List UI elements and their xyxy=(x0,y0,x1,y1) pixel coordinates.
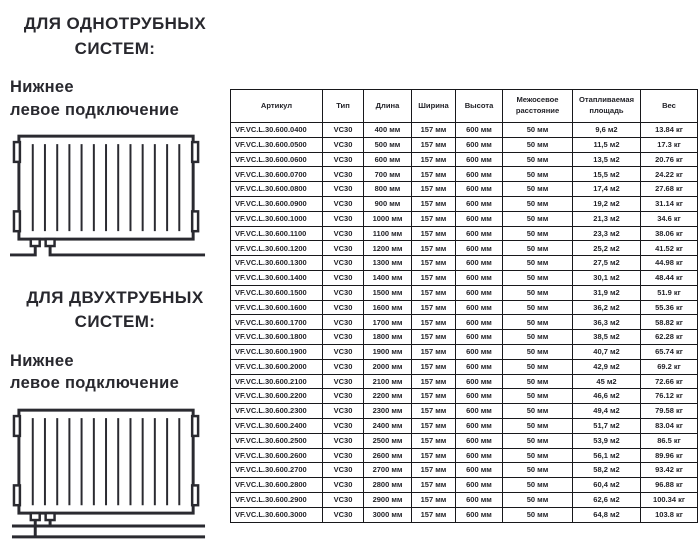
table-cell: 103.8 кг xyxy=(641,507,698,522)
table-row xyxy=(231,211,698,226)
radiator-single-pipe-svg xyxy=(10,134,208,266)
table-cell: 79.58 кг xyxy=(641,404,698,419)
table-cell: 20.76 кг xyxy=(641,152,698,167)
table-cell: 1700 мм xyxy=(364,315,412,330)
table-cell: VC30 xyxy=(323,211,364,226)
table-cell: 56,1 м2 xyxy=(573,448,641,463)
table-row xyxy=(231,167,698,182)
table-cell: 600 мм xyxy=(456,404,503,419)
table-cell: 50 мм xyxy=(503,344,573,359)
table-cell: 1800 мм xyxy=(364,330,412,345)
table-cell: 50 мм xyxy=(503,300,573,315)
table-cell: 50 мм xyxy=(503,226,573,241)
table-row xyxy=(231,315,698,330)
table-row xyxy=(231,404,698,419)
table-cell: VC30 xyxy=(323,226,364,241)
table-cell: VC30 xyxy=(323,167,364,182)
table-cell: VF.VC.L.30.600.2500 xyxy=(231,433,323,448)
table-cell: 50 мм xyxy=(503,315,573,330)
table-cell: VC30 xyxy=(323,137,364,152)
table-cell: 45 м2 xyxy=(573,374,641,389)
column-header-2: Длина xyxy=(364,90,412,123)
table-cell: 2600 мм xyxy=(364,448,412,463)
table-cell: 50 мм xyxy=(503,433,573,448)
radiator-two-pipe-svg xyxy=(10,408,208,542)
column-header-6: Отапливаемая площадь xyxy=(573,90,641,123)
table-row xyxy=(231,433,698,448)
table-row xyxy=(231,196,698,211)
table-cell: VF.VC.L.30.600.3000 xyxy=(231,507,323,522)
table-cell: 600 мм xyxy=(456,123,503,138)
table-cell: VF.VC.L.30.600.1600 xyxy=(231,300,323,315)
table-cell: 600 мм xyxy=(456,418,503,433)
table-cell: 50 мм xyxy=(503,256,573,271)
table-cell: 600 мм xyxy=(456,182,503,197)
table-cell: 1900 мм xyxy=(364,344,412,359)
table-cell: 2400 мм xyxy=(364,418,412,433)
table-cell: 72.66 кг xyxy=(641,374,698,389)
column-header-5: Межосевое расстояние xyxy=(503,90,573,123)
table-cell: 157 мм xyxy=(412,448,456,463)
table-cell: 157 мм xyxy=(412,211,456,226)
table-cell: 51.9 кг xyxy=(641,285,698,300)
table-cell: 2300 мм xyxy=(364,404,412,419)
table-cell: VF.VC.L.30.600.2100 xyxy=(231,374,323,389)
table-cell: VF.VC.L.30.600.0500 xyxy=(231,137,323,152)
subtitle-line: левое подключение xyxy=(10,100,180,119)
table-cell: 49,4 м2 xyxy=(573,404,641,419)
table-cell: 600 мм xyxy=(456,492,503,507)
table-cell: 1000 мм xyxy=(364,211,412,226)
table-cell: 600 мм xyxy=(456,478,503,493)
table-cell: 64,8 м2 xyxy=(573,507,641,522)
table-cell: 83.04 кг xyxy=(641,418,698,433)
table-cell: 600 мм xyxy=(456,196,503,211)
table-row xyxy=(231,152,698,167)
table-cell: 50 мм xyxy=(503,182,573,197)
column-header-7: Вес xyxy=(641,90,698,123)
table-row xyxy=(231,478,698,493)
title-line: ДЛЯ ОДНОТРУБНЫХ xyxy=(23,14,207,33)
table-cell: 900 мм xyxy=(364,196,412,211)
table-row xyxy=(231,300,698,315)
table-cell: 2900 мм xyxy=(364,492,412,507)
table-cell: 17,4 м2 xyxy=(573,182,641,197)
table-cell: 400 мм xyxy=(364,123,412,138)
table-cell: VF.VC.L.30.600.1800 xyxy=(231,330,323,345)
table-cell: 2000 мм xyxy=(364,359,412,374)
table-cell: VC30 xyxy=(323,256,364,271)
table-cell: 600 мм xyxy=(456,359,503,374)
table-row xyxy=(231,389,698,404)
radiator-diagram-single-pipe xyxy=(10,134,220,266)
table-cell: 50 мм xyxy=(503,507,573,522)
table-cell: 50 мм xyxy=(503,241,573,256)
table-cell: VF.VC.L.30.600.1900 xyxy=(231,344,323,359)
title-line: ДЛЯ ДВУХТРУБНЫХ xyxy=(26,287,204,307)
table-cell: 50 мм xyxy=(503,448,573,463)
table-cell: VC30 xyxy=(323,389,364,404)
table-cell: 86.5 кг xyxy=(641,433,698,448)
table-cell: 157 мм xyxy=(412,123,456,138)
table-cell: VC30 xyxy=(323,241,364,256)
table-row xyxy=(231,418,698,433)
table-cell: VC30 xyxy=(323,300,364,315)
table-cell: VC30 xyxy=(323,374,364,389)
table-cell: 157 мм xyxy=(412,433,456,448)
table-cell: 157 мм xyxy=(412,389,456,404)
table-cell: 2500 мм xyxy=(364,433,412,448)
table-cell: 17.3 кг xyxy=(641,137,698,152)
table-cell: 50 мм xyxy=(503,463,573,478)
section-title-two-pipe xyxy=(10,286,220,335)
table-cell: 9,6 м2 xyxy=(573,123,641,138)
table-cell: VF.VC.L.30.600.0800 xyxy=(231,182,323,197)
table-cell: 600 мм xyxy=(456,152,503,167)
table-cell: 31.14 кг xyxy=(641,196,698,211)
table-row xyxy=(231,123,698,138)
table-cell: 96.88 кг xyxy=(641,478,698,493)
table-row xyxy=(231,226,698,241)
table-cell: 600 мм xyxy=(456,167,503,182)
table-cell: VC30 xyxy=(323,315,364,330)
table-cell: VF.VC.L.30.600.1700 xyxy=(231,315,323,330)
section-two-pipe xyxy=(10,266,220,542)
spec-table xyxy=(230,89,698,523)
table-cell: VC30 xyxy=(323,344,364,359)
table-cell: VC30 xyxy=(323,404,364,419)
table-cell: 500 мм xyxy=(364,137,412,152)
table-cell: 50 мм xyxy=(503,492,573,507)
table-cell: 600 мм xyxy=(456,374,503,389)
table-cell: 157 мм xyxy=(412,404,456,419)
table-cell: 50 мм xyxy=(503,123,573,138)
table-cell: 600 мм xyxy=(456,256,503,271)
table-cell: 157 мм xyxy=(412,418,456,433)
table-cell: VC30 xyxy=(323,182,364,197)
table-cell: 23,3 м2 xyxy=(573,226,641,241)
title-line: СИСТЕМ: xyxy=(74,38,156,58)
subtitle-line: Нижнее xyxy=(10,352,74,371)
table-cell: VF.VC.L.30.600.1200 xyxy=(231,241,323,256)
spec-table-container xyxy=(230,89,697,523)
table-cell: 76.12 кг xyxy=(641,389,698,404)
table-cell: 157 мм xyxy=(412,374,456,389)
table-cell: 157 мм xyxy=(412,492,456,507)
table-row xyxy=(231,463,698,478)
table-cell: VF.VC.L.30.600.1500 xyxy=(231,285,323,300)
table-cell: 60,4 м2 xyxy=(573,478,641,493)
table-cell: 42,9 м2 xyxy=(573,359,641,374)
connection-label-single-pipe xyxy=(10,76,220,121)
table-cell: 1500 мм xyxy=(364,285,412,300)
table-cell: 600 мм xyxy=(456,300,503,315)
column-header-1: Тип xyxy=(323,90,364,123)
table-row xyxy=(231,270,698,285)
table-cell: 600 мм xyxy=(456,211,503,226)
table-cell: VF.VC.L.30.600.0600 xyxy=(231,152,323,167)
table-cell: VC30 xyxy=(323,433,364,448)
table-cell: 24.22 кг xyxy=(641,167,698,182)
table-cell: 157 мм xyxy=(412,196,456,211)
table-cell: 13.84 кг xyxy=(641,123,698,138)
table-cell: 157 мм xyxy=(412,330,456,345)
table-row xyxy=(231,507,698,522)
table-row xyxy=(231,182,698,197)
table-row xyxy=(231,285,698,300)
table-row xyxy=(231,344,698,359)
table-cell: 50 мм xyxy=(503,211,573,226)
table-cell: 700 мм xyxy=(364,167,412,182)
table-cell: VF.VC.L.30.600.2800 xyxy=(231,478,323,493)
table-cell: 50 мм xyxy=(503,404,573,419)
table-cell: 50 мм xyxy=(503,359,573,374)
table-row xyxy=(231,330,698,345)
table-cell: 13,5 м2 xyxy=(573,152,641,167)
table-cell: 157 мм xyxy=(412,226,456,241)
column-header-3: Ширина xyxy=(412,90,456,123)
table-cell: 15,5 м2 xyxy=(573,167,641,182)
table-cell: 34.6 кг xyxy=(641,211,698,226)
table-cell: 1600 мм xyxy=(364,300,412,315)
section-title-single-pipe xyxy=(10,12,220,61)
table-cell: VF.VC.L.30.600.1400 xyxy=(231,270,323,285)
table-cell: 2700 мм xyxy=(364,463,412,478)
table-cell: VF.VC.L.30.600.0400 xyxy=(231,123,323,138)
table-cell: 100.34 кг xyxy=(641,492,698,507)
table-cell: 600 мм xyxy=(456,270,503,285)
table-row xyxy=(231,359,698,374)
table-cell: VC30 xyxy=(323,196,364,211)
table-cell: 50 мм xyxy=(503,196,573,211)
table-cell: VC30 xyxy=(323,359,364,374)
table-cell: VF.VC.L.30.600.2600 xyxy=(231,448,323,463)
table-cell: 1400 мм xyxy=(364,270,412,285)
table-cell: VF.VC.L.30.600.2900 xyxy=(231,492,323,507)
table-cell: 41.52 кг xyxy=(641,241,698,256)
left-column xyxy=(10,0,220,542)
table-cell: 58.82 кг xyxy=(641,315,698,330)
table-cell: 157 мм xyxy=(412,182,456,197)
table-cell: VF.VC.L.30.600.2300 xyxy=(231,404,323,419)
table-cell: 600 мм xyxy=(456,507,503,522)
table-cell: 600 мм xyxy=(456,330,503,345)
table-header-row xyxy=(231,90,698,123)
table-cell: 36,3 м2 xyxy=(573,315,641,330)
table-cell: VC30 xyxy=(323,418,364,433)
table-cell: 62,6 м2 xyxy=(573,492,641,507)
table-cell: 2100 мм xyxy=(364,374,412,389)
table-cell: 58,2 м2 xyxy=(573,463,641,478)
table-cell: 27,5 м2 xyxy=(573,256,641,271)
table-cell: 600 мм xyxy=(364,152,412,167)
table-cell: VF.VC.L.30.600.0700 xyxy=(231,167,323,182)
table-row xyxy=(231,448,698,463)
table-cell: 800 мм xyxy=(364,182,412,197)
table-cell: VC30 xyxy=(323,492,364,507)
table-cell: 600 мм xyxy=(456,433,503,448)
table-cell: 50 мм xyxy=(503,137,573,152)
table-cell: 53,9 м2 xyxy=(573,433,641,448)
table-cell: 51,7 м2 xyxy=(573,418,641,433)
radiator-diagram-two-pipe xyxy=(10,408,220,542)
table-cell: VF.VC.L.30.600.1100 xyxy=(231,226,323,241)
table-cell: 36,2 м2 xyxy=(573,300,641,315)
table-cell: VF.VC.L.30.600.2200 xyxy=(231,389,323,404)
table-cell: 157 мм xyxy=(412,359,456,374)
table-cell: 157 мм xyxy=(412,241,456,256)
table-cell: VF.VC.L.30.600.2400 xyxy=(231,418,323,433)
table-cell: VC30 xyxy=(323,123,364,138)
table-row xyxy=(231,256,698,271)
table-cell: 157 мм xyxy=(412,463,456,478)
table-cell: 1200 мм xyxy=(364,241,412,256)
table-cell: 30,1 м2 xyxy=(573,270,641,285)
table-cell: 157 мм xyxy=(412,285,456,300)
table-cell: VC30 xyxy=(323,507,364,522)
table-cell: 600 мм xyxy=(456,389,503,404)
table-cell: 25,2 м2 xyxy=(573,241,641,256)
table-cell: 600 мм xyxy=(456,448,503,463)
table-cell: 50 мм xyxy=(503,330,573,345)
table-cell: 48.44 кг xyxy=(641,270,698,285)
table-cell: VC30 xyxy=(323,285,364,300)
table-cell: 2800 мм xyxy=(364,478,412,493)
table-cell: 157 мм xyxy=(412,300,456,315)
column-header-4: Высота xyxy=(456,90,503,123)
table-cell: 2200 мм xyxy=(364,389,412,404)
table-cell: VC30 xyxy=(323,152,364,167)
table-cell: 157 мм xyxy=(412,256,456,271)
table-cell: 157 мм xyxy=(412,152,456,167)
table-cell: VC30 xyxy=(323,448,364,463)
table-cell: 600 мм xyxy=(456,226,503,241)
table-cell: 50 мм xyxy=(503,152,573,167)
table-cell: 50 мм xyxy=(503,285,573,300)
table-cell: 600 мм xyxy=(456,241,503,256)
table-cell: 3000 мм xyxy=(364,507,412,522)
table-cell: 44.98 кг xyxy=(641,256,698,271)
column-header-0: Артикул xyxy=(231,90,323,123)
table-cell: 89.96 кг xyxy=(641,448,698,463)
table-cell: 38,5 м2 xyxy=(573,330,641,345)
table-cell: 93.42 кг xyxy=(641,463,698,478)
table-cell: 157 мм xyxy=(412,478,456,493)
table-cell: VC30 xyxy=(323,270,364,285)
table-cell: 19,2 м2 xyxy=(573,196,641,211)
table-cell: VC30 xyxy=(323,478,364,493)
table-row xyxy=(231,374,698,389)
title-line: СИСТЕМ: xyxy=(74,312,156,332)
table-cell: 50 мм xyxy=(503,478,573,493)
section-single-pipe xyxy=(10,0,220,266)
table-cell: 600 мм xyxy=(456,315,503,330)
table-cell: 157 мм xyxy=(412,137,456,152)
table-cell: 62.28 кг xyxy=(641,330,698,345)
table-row xyxy=(231,137,698,152)
table-row xyxy=(231,241,698,256)
table-cell: 31,9 м2 xyxy=(573,285,641,300)
table-cell: VF.VC.L.30.600.2000 xyxy=(231,359,323,374)
table-cell: 600 мм xyxy=(456,344,503,359)
table-cell: 50 мм xyxy=(503,270,573,285)
table-cell: VC30 xyxy=(323,330,364,345)
table-cell: VC30 xyxy=(323,463,364,478)
table-cell: 38.06 кг xyxy=(641,226,698,241)
connection-label-two-pipe xyxy=(10,350,220,395)
table-cell: 157 мм xyxy=(412,270,456,285)
table-cell: VF.VC.L.30.600.2700 xyxy=(231,463,323,478)
table-cell: 50 мм xyxy=(503,374,573,389)
table-row xyxy=(231,492,698,507)
table-cell: 40,7 м2 xyxy=(573,344,641,359)
table-cell: 21,3 м2 xyxy=(573,211,641,226)
table-cell: 157 мм xyxy=(412,167,456,182)
table-cell: 55.36 кг xyxy=(641,300,698,315)
table-cell: 600 мм xyxy=(456,285,503,300)
table-cell: 69.2 кг xyxy=(641,359,698,374)
table-cell: VF.VC.L.30.600.1000 xyxy=(231,211,323,226)
table-cell: 11,5 м2 xyxy=(573,137,641,152)
table-cell: 1100 мм xyxy=(364,226,412,241)
table-cell: 600 мм xyxy=(456,463,503,478)
table-cell: 50 мм xyxy=(503,389,573,404)
subtitle-line: левое подключение xyxy=(10,374,180,393)
table-cell: 65.74 кг xyxy=(641,344,698,359)
subtitle-line: Нижнее xyxy=(10,78,74,97)
table-cell: 600 мм xyxy=(456,137,503,152)
table-cell: VF.VC.L.30.600.1300 xyxy=(231,256,323,271)
table-cell: 50 мм xyxy=(503,418,573,433)
table-cell: VF.VC.L.30.600.0900 xyxy=(231,196,323,211)
table-cell: 157 мм xyxy=(412,344,456,359)
table-cell: 46,6 м2 xyxy=(573,389,641,404)
table-cell: 50 мм xyxy=(503,167,573,182)
table-cell: 157 мм xyxy=(412,507,456,522)
table-cell: 1300 мм xyxy=(364,256,412,271)
table-cell: 27.68 кг xyxy=(641,182,698,197)
table-cell: 157 мм xyxy=(412,315,456,330)
